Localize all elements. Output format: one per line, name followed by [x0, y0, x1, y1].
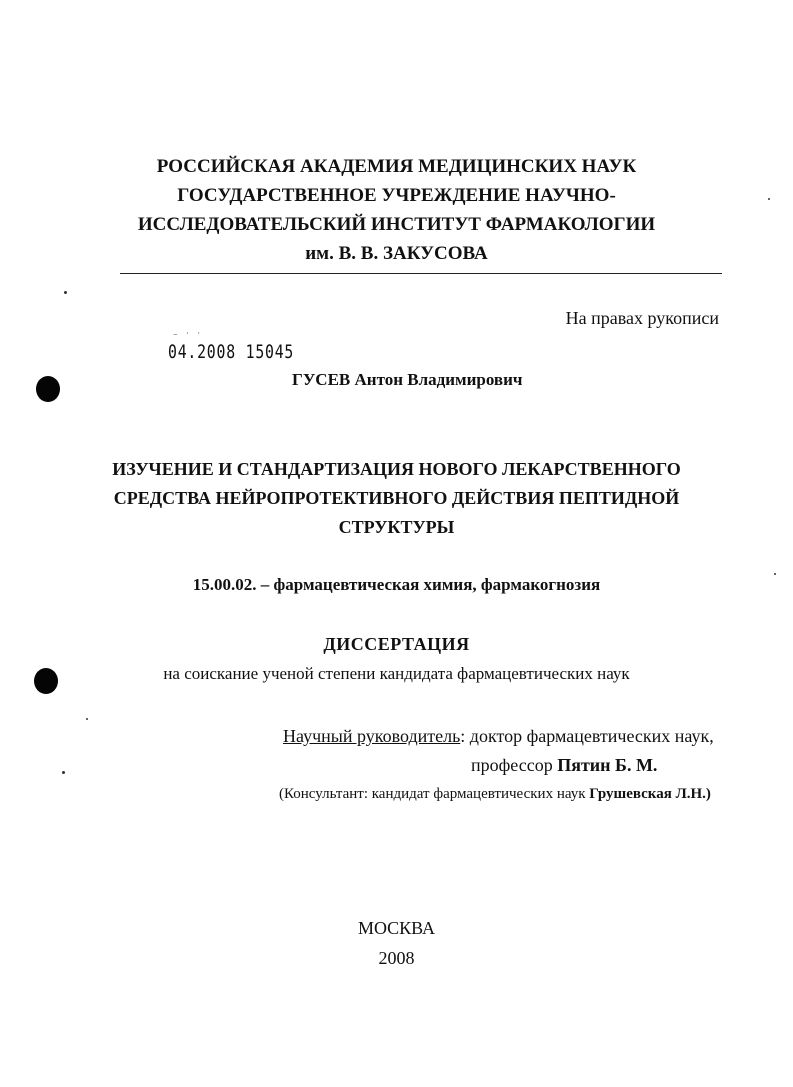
year: 2008	[378, 948, 415, 968]
title-line-3: СТРУКТУРЫ	[338, 517, 455, 537]
header-line-2: ГОСУДАРСТВЕННОЕ УЧРЕЖДЕНИЕ НАУЧНО-	[177, 185, 616, 206]
header-divider	[120, 273, 722, 274]
institution-header	[0, 152, 793, 268]
degree-statement: на соискание ученой степени кандидата фармацевтических наук	[163, 664, 630, 683]
author-name: ГУСЕВ Антон Владимирович	[292, 370, 523, 389]
title-line-2: СРЕДСТВА НЕЙРОПРОТЕКТИВНОГО ДЕЙСТВИЯ ПЕПТИДНОЙ	[113, 488, 680, 508]
specialty-code: 15.00.02. – фармацевтическая химия, фармакогнозия	[192, 575, 601, 594]
supervisor-name-line	[471, 755, 657, 776]
header-line-1: РОССИЙСКАЯ АКАДЕМИЯ МЕДИЦИНСКИХ НАУК	[156, 156, 637, 177]
scan-speck	[774, 573, 776, 575]
registration-number: 04.2008 15045	[168, 341, 295, 363]
punch-hole-top	[36, 376, 60, 402]
scan-speck	[62, 771, 65, 774]
punch-hole-bottom	[34, 668, 58, 694]
document-type: ДИССЕРТАЦИЯ	[323, 634, 470, 654]
supervisor-rank: профессор	[471, 755, 553, 775]
city: МОСКВА	[357, 918, 436, 938]
supervisor-line: Научный руководитель: доктор фармацевтических наук,	[283, 726, 714, 746]
registration-marks: ⁻ ˙ ˙	[173, 331, 204, 341]
header-line-3: ИССЛЕДОВАТЕЛЬСКИЙ ИНСТИТУТ ФАРМАКОЛОГИИ	[137, 214, 656, 235]
supervisor-label: Научный руководитель	[283, 726, 461, 746]
supervisor-title: доктор фармацевтических наук,	[469, 726, 714, 746]
consultant-name: Грушевская Л.Н.)	[589, 786, 711, 802]
scan-speck	[64, 291, 67, 294]
supervisor-name: Пятин Б. М.	[557, 755, 658, 775]
rights-note: На правах рукописи	[565, 308, 719, 328]
scan-speck	[86, 718, 88, 720]
consultant-prefix: (Консультант: кандидат фармацевтических наук	[279, 786, 586, 802]
title-line-1: ИЗУЧЕНИЕ И СТАНДАРТИЗАЦИЯ НОВОГО ЛЕКАРСТВЕННОГО	[112, 459, 681, 479]
scan-speck	[768, 198, 770, 200]
consultant-line	[279, 786, 711, 803]
header-line-4: им. В. В. ЗАКУСОВА	[305, 243, 488, 264]
dissertation-title	[0, 455, 793, 542]
